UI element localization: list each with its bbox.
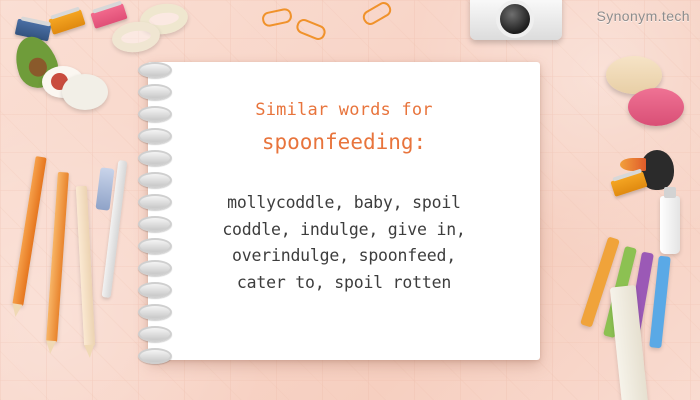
pencil-icon — [12, 156, 46, 306]
brand-logo: Synonym.tech — [596, 8, 690, 24]
camera-icon — [470, 0, 562, 40]
paperclip-icon — [294, 17, 327, 42]
card-headword: spoonfeeding: — [261, 130, 427, 154]
paperclip-icon — [261, 7, 293, 28]
notebook-spiral-binding — [138, 56, 168, 366]
synonym-line: overindulge, spoonfeed, — [232, 246, 456, 266]
binder-clip-orange-icon — [48, 9, 85, 35]
stone-egg-icon — [62, 74, 108, 110]
pen-cap-icon — [95, 167, 114, 210]
paint-tube-icon — [660, 196, 680, 254]
binder-clip-orange-icon — [610, 171, 647, 197]
synonym-line: coddle, indulge, give in, — [222, 219, 466, 239]
synonym-line: cater to, spoil rotten — [236, 273, 452, 293]
macaron-pink-icon — [628, 88, 684, 126]
synonym-list — [222, 190, 465, 297]
crayon-icon — [649, 256, 671, 349]
pencil-icon — [46, 172, 69, 342]
notebook-page — [148, 62, 540, 360]
synonym-line: mollycoddle, baby, spoil — [227, 193, 461, 212]
paperclip-icon — [360, 0, 393, 27]
pencil-icon — [76, 186, 95, 346]
card-title: Similar words for — [255, 100, 433, 120]
card-content — [148, 62, 540, 360]
